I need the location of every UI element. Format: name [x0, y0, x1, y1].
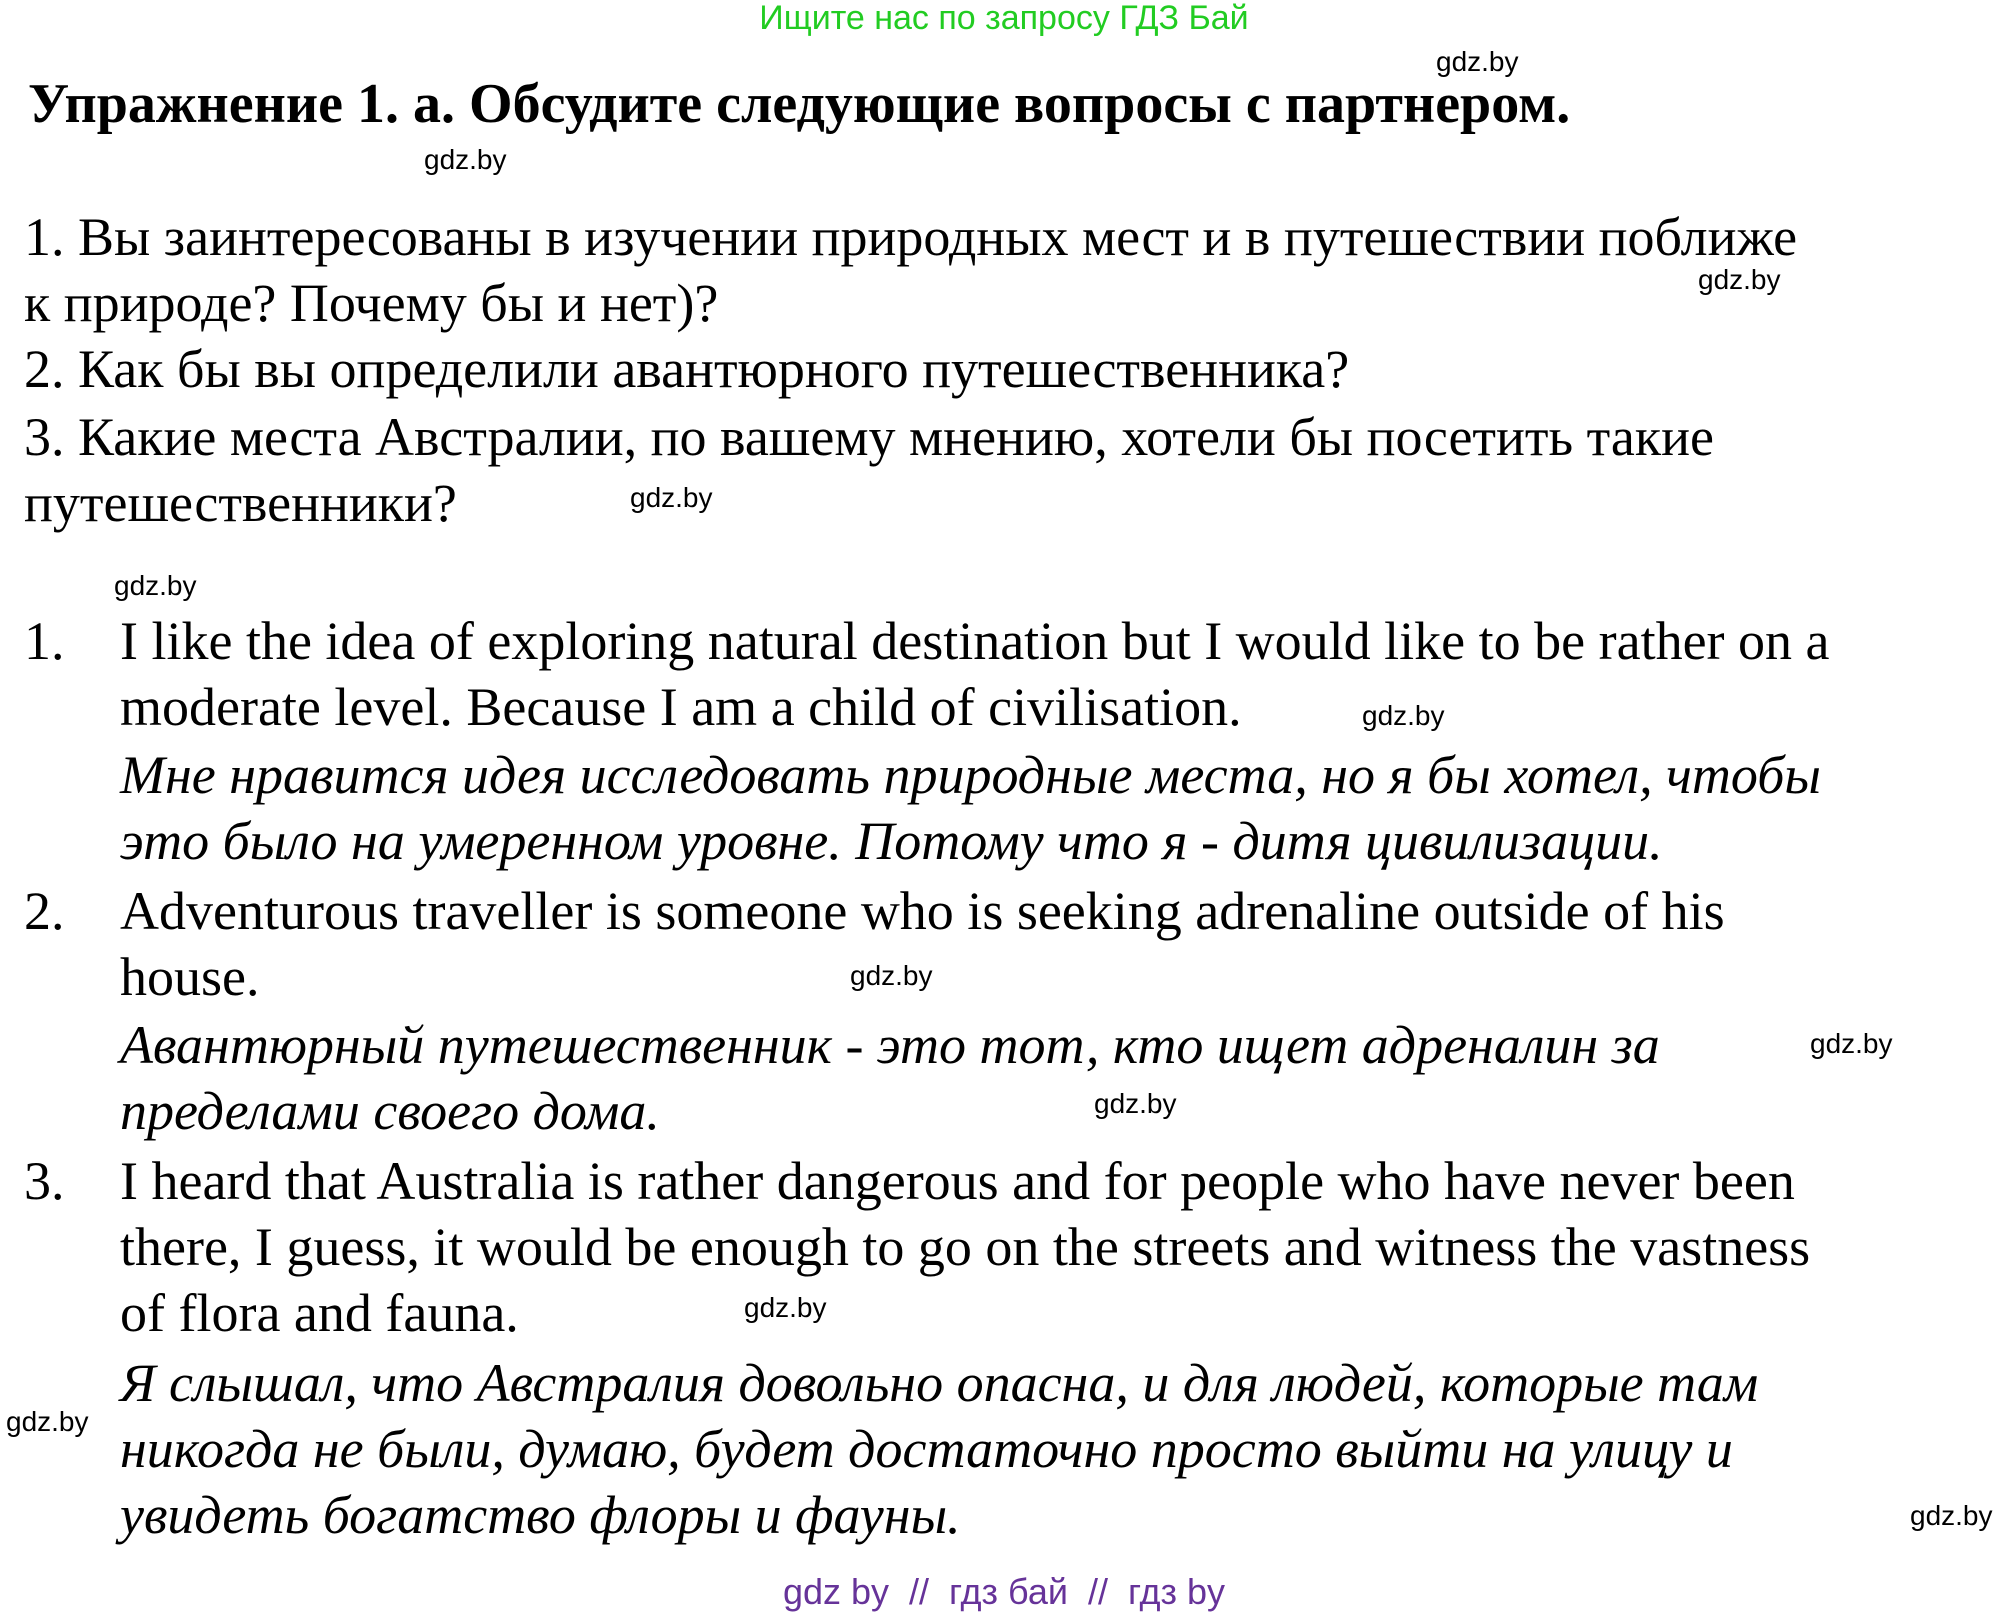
question-1-line-1: 1. Вы заинтересованы в изучении природных мест и в путешествии поближе — [24, 207, 1798, 267]
exercise-title: Упражнение 1. а. Обсудите следующие вопросы с партнером. — [28, 73, 1571, 135]
watermark: gdz.by — [630, 482, 713, 513]
answer-3-english-line-3: of flora and fauna. — [120, 1283, 519, 1343]
answer-3-english-line-1: I heard that Australia is rather dangerous and for people who have never been — [120, 1151, 1795, 1211]
answer-3-english-line-2: there, I guess, it would be enough to go on the streets and witness the vastness — [120, 1217, 1811, 1277]
footer-links: gdz by // гдз бай // гдз by — [782, 1571, 1226, 1612]
watermark: gdz.by — [6, 1406, 89, 1437]
watermark: gdz.by — [1810, 1028, 1893, 1059]
answer-2-english-line-2: house. — [120, 947, 260, 1007]
question-3-line-2: путешественники? — [24, 473, 457, 533]
answer-1-english-line-2: moderate level. Because I am a child of civilisation. — [120, 677, 1242, 737]
question-1-line-2: к природе? Почему бы и нет)? — [24, 273, 719, 333]
watermark: gdz.by — [1094, 1088, 1177, 1119]
answer-3-russian-line-1: Я слышал, что Австралия довольно опасна, и для людей, которые там — [120, 1353, 1759, 1413]
answer-3-russian-line-2: никогда не были, думаю, будет достаточно просто выйти на улицу и — [120, 1419, 1733, 1479]
watermark: gdz.by — [850, 960, 933, 991]
question-2-line-1: 2. Как бы вы определили авантюрного путешественника? — [24, 339, 1350, 399]
watermark: gdz.by — [744, 1292, 827, 1323]
top-banner: Ищите нас по запросу ГДЗ Бай — [759, 0, 1249, 37]
answer-1-english-line-1: I like the idea of exploring natural destination but I would like to be rather on a — [120, 611, 1830, 671]
answer-2-russian-line-2: пределами своего дома. — [120, 1081, 660, 1141]
watermark: gdz.by — [1362, 700, 1445, 731]
question-3-line-1: 3. Какие места Австралии, по вашему мнению, хотели бы посетить такие — [24, 407, 1714, 467]
answer-2-number: 2. — [24, 881, 65, 941]
watermark: gdz.by — [424, 144, 507, 175]
watermark: gdz.by — [1436, 46, 1519, 77]
answer-1-number: 1. — [24, 611, 65, 671]
watermark: gdz.by — [114, 570, 197, 601]
watermark: gdz.by — [1910, 1500, 1993, 1531]
answer-1-russian-line-2: это было на умеренном уровне. Потому что я - дитя цивилизации. — [120, 811, 1663, 871]
answer-2-english-line-1: Adventurous traveller is someone who is seeking adrenaline outside of his — [120, 881, 1725, 941]
answer-3-russian-line-3: увидеть богатство флоры и фауны. — [120, 1485, 961, 1545]
answer-2-russian-line-1: Авантюрный путешественник - это тот, кто ищет адреналин за — [120, 1015, 1660, 1075]
answer-1-russian-line-1: Мне нравится идея исследовать природные места, но я бы хотел, чтобы — [120, 745, 1821, 805]
watermark: gdz.by — [1698, 264, 1781, 295]
answer-3-number: 3. — [24, 1151, 65, 1211]
